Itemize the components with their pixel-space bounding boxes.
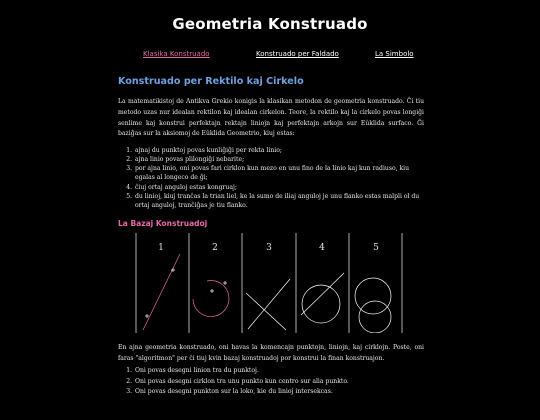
panel-number: 2 [212,242,218,253]
axiom-item: 4. ĉiuj ortaj anguloj estas kongruaj; [134,183,424,192]
panel-number: 4 [319,242,325,253]
main-content [118,73,424,397]
construction-line-intersection [246,279,290,330]
construction-circle-circle-intersection [355,278,391,333]
construction-line-through-points [143,254,180,330]
subheading: La Bazaj Konstruadoj [118,218,208,228]
axiom-item: 2. ajna linio povas plilongiĝi nebarite; [134,155,424,164]
axiom-item: 1. ajnaj du punktoj povas kunliĝiĝi per rekta linio; [134,146,424,155]
construction-circle-from-center [193,280,229,316]
constructions-diagram [118,233,424,333]
axiom-list [118,146,424,210]
nav-link-klasika[interactable]: Klasika Konstruado [143,50,210,58]
nav-link-simbolo[interactable]: La Simbolo [375,50,414,58]
step-item: 1. Oni povas desegni linion tra du punktoj. [134,366,424,376]
panel-number: 3 [266,242,272,253]
nav-link-faldado[interactable]: Konstruado per Faldado [256,50,339,58]
axiom-item: 3. por ajna linio, oni povas fari cirklon kun mezo en unu fino de la linio kaj kun radiuso, kiu egalas al longeco de ĝi; [134,164,424,182]
step-item: 3. Oni povas desegni punkton sur la loko, kie du linioj intersekcas. [134,387,424,397]
page-title: Geometria Konstruado [172,15,368,33]
step-item: 2. Oni povas desegni cirklon tra unu punkto kun centro sur alia punkto. [134,377,424,387]
panel-number: 5 [373,242,379,253]
constructions-figure [118,233,424,333]
construction-line-circle-intersection [301,273,344,323]
steps-list [118,366,424,397]
panel-number: 1 [158,242,164,253]
intro-paragraph: La matematikistoj de Antikva Grekio konigis la klasikan metodon de geometria konstruado. Ĉi tiu metodo uzas nur idealan rektilon kaj idealan cirkelon. Teore, la rektilo kaj la cirkelo povas longiĝi senlime kaj konstrui perfektajn rektajn liniojn kaj perfektajn arkojn sur Eŭklida surfaco. Ĝi baziĝas sur la aksiomoj de Eŭklida Geometrio, kiuj estas: [118,98,424,138]
axiom-item: 5. du linioj, kiuj tranĉas la trian liel, ke la sumo de iliaj anguloj je unu flanko estas malpli ol du ortaj anguloj, tranĉiĝas je tiu flanko. [134,192,424,210]
section-heading: Konstruado per Rektilo kaj Cirkelo [118,76,304,87]
outro-paragraph: En ajna geometria konstruado, oni havas la komencajn punktojn, liniojn, kaj cirklojn. Poste, oni faras "algoritmon" per ĉi tiuj kvin bazaj konstruadoj por konstrui la finan konstruajon. [118,343,424,362]
